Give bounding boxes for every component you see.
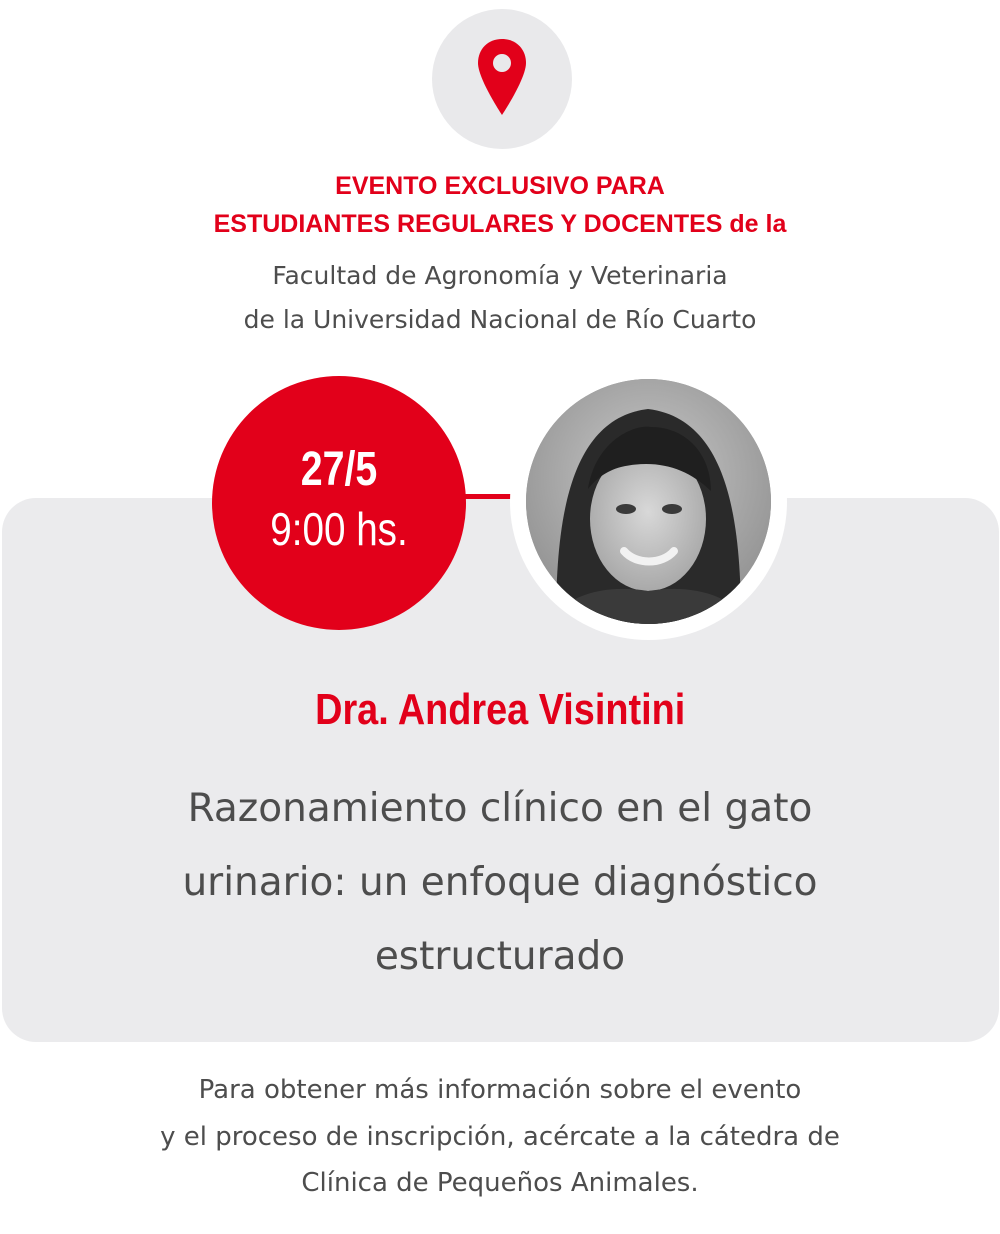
footer-line1: Para obtener más información sobre el evento	[198, 1075, 802, 1105]
speaker-photo	[526, 379, 771, 624]
institution-line1: Facultad de Agronomía y Veterinaria	[272, 261, 728, 290]
footer-line3: Clínica de Pequeños Animales.	[301, 1168, 699, 1198]
talk-title-line2: urinario: un enfoque diagnóstico	[182, 860, 818, 905]
institution-line2: de la Universidad Nacional de Río Cuarto	[243, 305, 757, 334]
exclusive-heading-line2: ESTUDIANTES REGULARES Y DOCENTES de la	[213, 210, 787, 238]
date-badge	[212, 376, 466, 630]
talk-title-line3: estructurado	[374, 934, 626, 979]
event-time: 9:00 hs.	[270, 503, 408, 555]
footer-line2: y el proceso de inscripción, acércate a la cátedra de	[160, 1122, 840, 1152]
exclusive-heading-line1: EVENTO EXCLUSIVO PARA	[335, 172, 665, 200]
talk-title-line1: Razonamiento clínico en el gato	[187, 786, 813, 831]
event-date: 27/5	[300, 443, 378, 496]
speaker-name: Dra. Andrea Visintini	[314, 685, 686, 734]
location-pin-icon	[476, 37, 528, 117]
location-badge	[432, 9, 572, 149]
